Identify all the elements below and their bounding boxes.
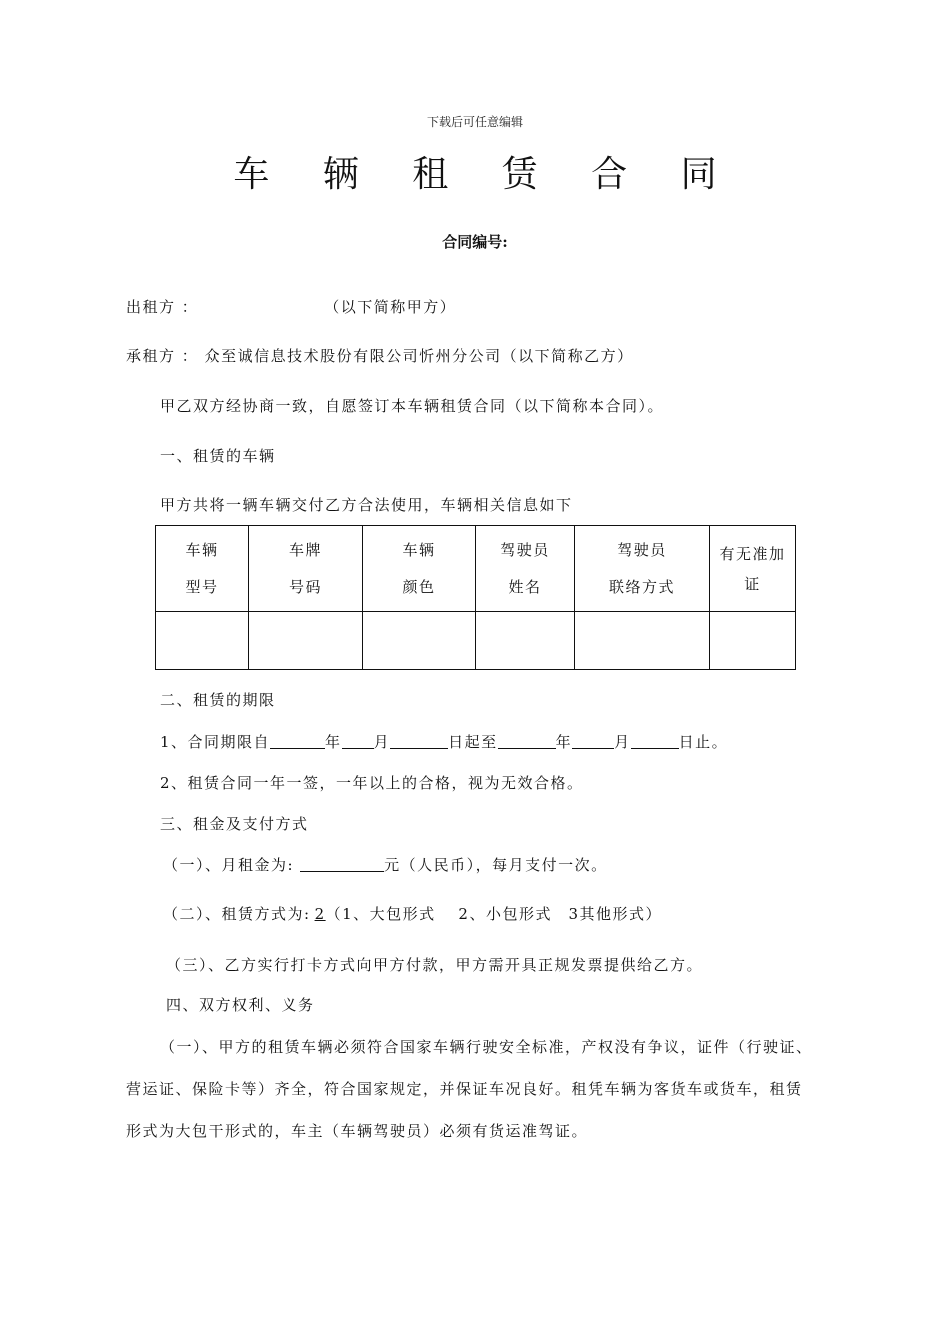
day-label: 日止。: [678, 733, 729, 751]
lessee-line: [126, 345, 634, 366]
year-label: 年: [325, 733, 342, 751]
section1-text: 甲方共将一辆车辆交付乙方合法使用，车辆相关信息如下: [160, 496, 573, 514]
table-cell[interactable]: [156, 612, 249, 670]
vehicle-info-table: [155, 525, 796, 670]
monthly-rent-blank[interactable]: [300, 855, 384, 872]
lessor-label: 出租方 ：: [126, 298, 199, 316]
header-driving-permit: 有无准加 证: [710, 526, 796, 612]
term-item2: 2、租赁合同一年一签，一年以上的合格，视为无效合格。: [160, 774, 584, 792]
obligations-line-2: 营运证、保险卡等）齐全，符合国家规定，并保证车况良好。租凭车辆为客货车或货车，租赁: [126, 1080, 803, 1098]
end-year-blank[interactable]: [498, 732, 556, 749]
start-day-blank[interactable]: [390, 732, 448, 749]
term-line: [160, 731, 728, 752]
lessor-line: [126, 296, 456, 317]
header-vehicle-color: 车辆 颜色: [363, 526, 476, 612]
table-cell[interactable]: [575, 612, 710, 670]
obligations-line-1: （一）、甲方的租赁车辆必须符合国家车辆行驶安全标准，产权没有争议，证件（行驶证、: [160, 1038, 813, 1056]
end-month-blank[interactable]: [572, 732, 614, 749]
year-label: 年: [555, 733, 573, 751]
table-cell[interactable]: [476, 612, 575, 670]
term-prefix: 1、合同期限自: [160, 733, 271, 751]
rent-suffix: 元（人民币），每月支付一次。: [384, 856, 608, 874]
lessee-label: 承租方 ：: [126, 347, 199, 365]
table-cell[interactable]: [710, 612, 796, 670]
table-row: [156, 612, 796, 670]
header-note: 下载后可任意编辑: [426, 115, 523, 129]
day-label: 日起至: [448, 733, 498, 751]
section2-heading: 二、租赁的期限: [160, 691, 276, 709]
header-driver-contact: 驾驶员 联络方式: [575, 526, 710, 612]
table-header-row: [156, 526, 796, 612]
rental-mode-options: （1、大包形式 2、小包形式 3其他形式）: [325, 905, 663, 923]
rent-prefix: （一）、月租金为:: [163, 856, 295, 874]
lessee-value: 众至诚信息技术股份有限公司忻州分公司（以下简称乙方）: [204, 347, 634, 365]
header-vehicle-model: 车辆 型号: [156, 526, 249, 612]
end-day-blank[interactable]: [631, 732, 679, 749]
section3-heading: 三、租金及支付方式: [160, 815, 309, 833]
header-driver-name: 驾驶员 姓名: [476, 526, 575, 612]
obligations-line-3: 形式为大包干形式的，车主（车辆驾驶员）必须有货运准驾证。: [126, 1122, 589, 1140]
table-cell[interactable]: [249, 612, 363, 670]
rental-mode-prefix: （二）、租赁方式为:: [163, 905, 311, 923]
header-plate-number: 车牌 号码: [249, 526, 363, 612]
month-label: 月: [614, 733, 631, 751]
start-month-blank[interactable]: [342, 732, 374, 749]
start-year-blank[interactable]: [270, 732, 325, 749]
section4-heading: 四、双方权利、义务: [166, 996, 315, 1014]
document-title: 车 辆 租 赁 合 同: [233, 154, 738, 195]
lessor-suffix: （以下简称甲方）: [324, 298, 457, 316]
intro-text: 甲乙双方经协商一致，自愿签订本车辆租赁合同（以下简称本合同）。: [160, 397, 665, 415]
rental-mode-line: [163, 903, 662, 924]
section1-heading: 一、租赁的车辆: [160, 447, 276, 465]
table-cell[interactable]: [363, 612, 476, 670]
month-label: 月: [373, 733, 391, 751]
payment-method-line: （三）、乙方实行打卡方式向甲方付款，甲方需开具正规发票提供给乙方。: [166, 956, 704, 974]
rental-mode-value[interactable]: 2: [314, 905, 326, 923]
rent-line: [163, 854, 608, 875]
contract-number-label: 合同编号:: [442, 233, 508, 251]
